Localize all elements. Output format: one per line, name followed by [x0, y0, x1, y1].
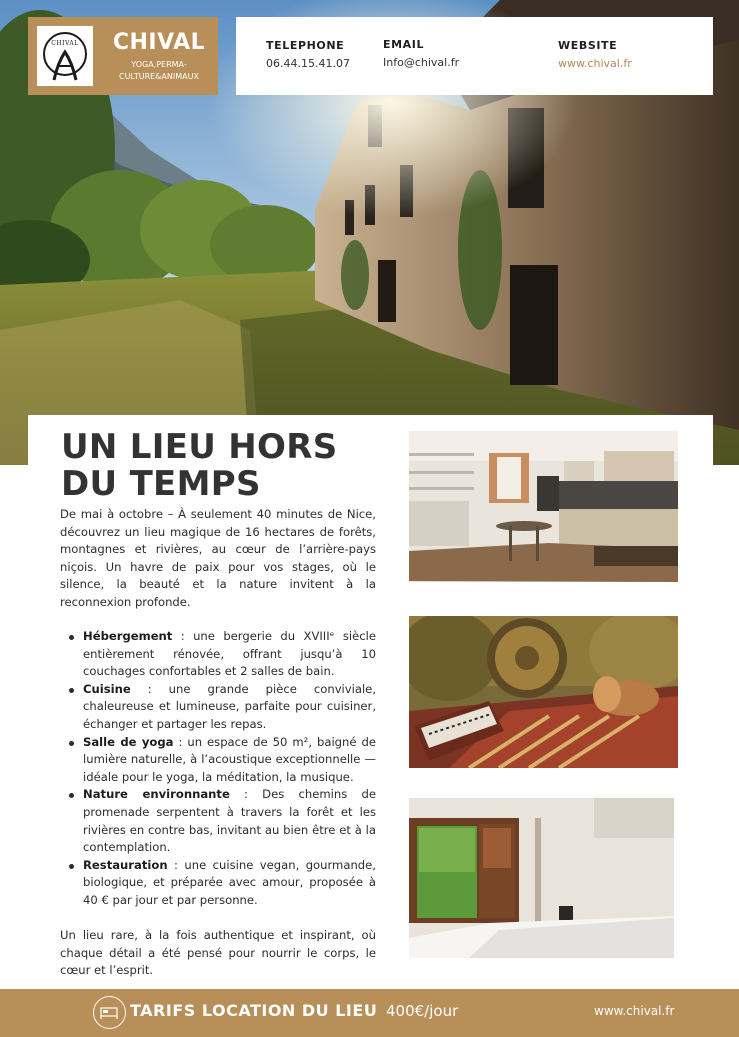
email-label: EMAIL — [383, 38, 425, 51]
list-item: Cuisine : une grande pièce conviviale, chaleureuse et lumineuse, parfaite pour cuisiner, échanger et partager les repas. — [83, 681, 376, 734]
content-card — [28, 415, 713, 990]
phone-label: TELEPHONE — [266, 39, 345, 52]
features-list — [83, 628, 376, 910]
email-value[interactable]: Info@chival.fr — [383, 56, 460, 69]
contact-email — [383, 38, 459, 69]
contact-website — [558, 39, 632, 70]
list-item: Hébergement : une bergerie du XVIIIᵉ siècle entièrement rénovée, offrant jusqu’à 10 couchages confortables et 2 salles de bain. — [83, 628, 376, 681]
outro-paragraph: Un lieu rare, à la fois authentique et inspirant, où chaque détail a été pensé pour nourrir le corps, le cœur et l’esprit. — [60, 928, 376, 978]
yoga-room-photo — [409, 616, 678, 768]
website-link[interactable]: www.chival.fr — [558, 57, 632, 70]
list-item: Salle de yoga : un espace de 50 m², baigné de lumière naturelle, à l’acoustique exceptionnelle — idéale pour le yoga, la méditation, la musique. — [83, 734, 376, 787]
bedroom-photo — [409, 798, 674, 958]
intro-paragraph: De mai à octobre – À seulement 40 minutes de Nice, découvrez un lieu magique de 16 hectares de forêts, montagnes et rivières, au cœur de l’arrière-pays niçois. Un havre de paix pour vos stages, où le silence, la beauté et la nature invitent à la reconnexion profonde. — [60, 507, 376, 609]
brand-tagline: YOGA,PERMA- CULTURE&ANIMAUX — [119, 60, 199, 81]
contact-phone — [266, 39, 350, 70]
bed-icon — [93, 996, 126, 1029]
kitchen-photo — [409, 431, 678, 582]
phone-value[interactable]: 06.44.15.41.07 — [266, 57, 350, 70]
website-label: WEBSITE — [558, 39, 618, 52]
footer-bar — [0, 989, 739, 1037]
list-item: Nature environnante : Des chemins de promenade serpentent à travers la forêt et les rivières en contre bas, invitant au bien être et à la contemplation. — [83, 786, 376, 856]
logo-emblem — [37, 26, 93, 86]
footer-website-link[interactable]: www.chival.fr — [594, 1004, 675, 1018]
brand-logo-box — [28, 17, 218, 95]
pricing-value: 400€/jour — [386, 1002, 459, 1020]
pricing-title: TARIFS LOCATION DU LIEU — [130, 1001, 378, 1020]
rider-icon — [37, 26, 93, 86]
logo-word: CHIVAL — [51, 40, 79, 47]
list-item: Restauration : une cuisine vegan, gourmande, biologique, et préparée avec amour, proposée à 40 € par jour et par personne. — [83, 857, 376, 910]
page-title: UN LIEU HORS DU TEMPS — [61, 427, 338, 504]
contact-bar — [236, 17, 713, 95]
brand-name: CHIVAL — [112, 30, 206, 55]
